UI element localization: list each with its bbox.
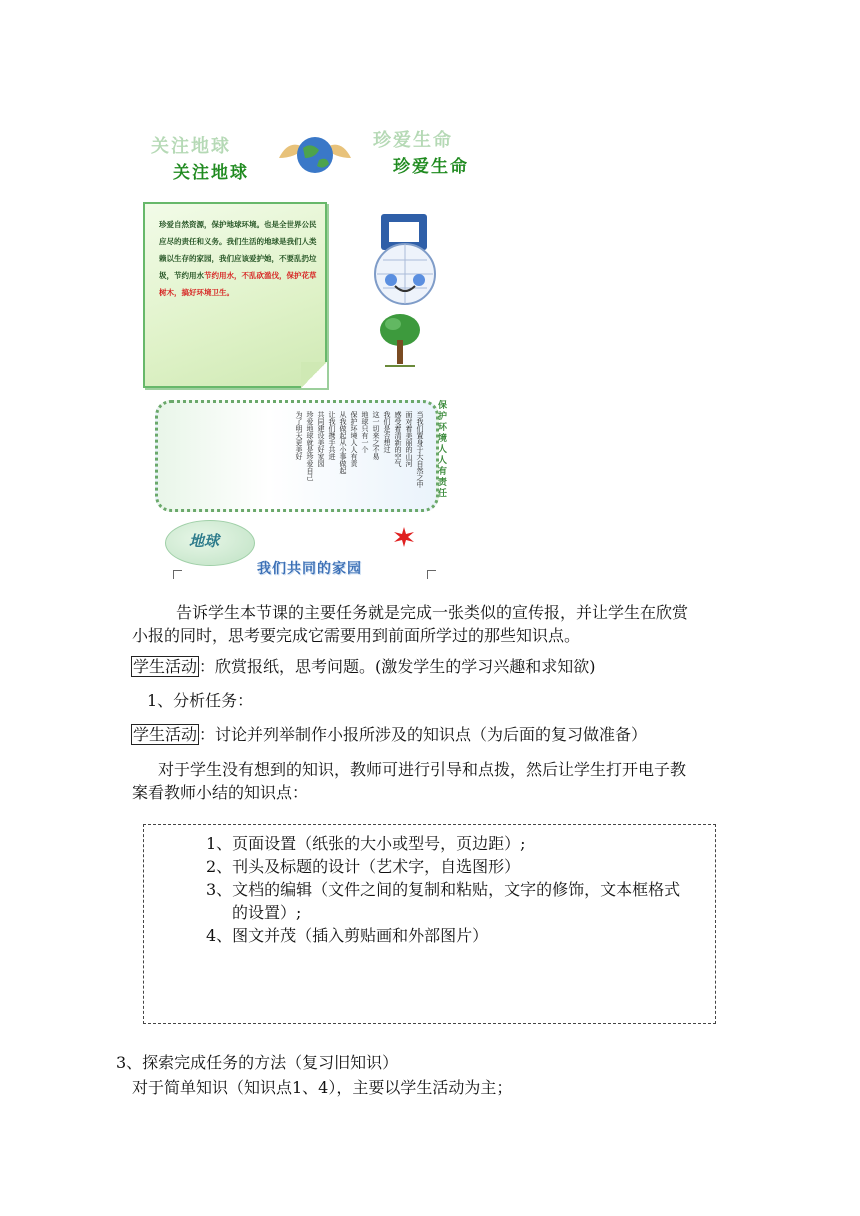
- poem-columns: [170, 411, 424, 501]
- tree-icon: [375, 310, 425, 370]
- poem-frame: [155, 400, 439, 512]
- corner-bracket-right: [427, 570, 436, 579]
- corner-bracket-left: [173, 570, 182, 579]
- side-vertical-text: 保护环境人人有责任: [436, 400, 446, 499]
- poem-column: 让我们携手共进: [328, 411, 336, 460]
- intro-line-2: 小报的同时，思考要完成它需要用到前面所学过的那些知识点。: [132, 626, 581, 645]
- smiling-globe-mascot-icon: [355, 210, 455, 310]
- header-title-right-faint: 珍爱生命: [373, 130, 453, 151]
- crescent-moon-icon: [431, 536, 451, 562]
- knowledge-point-continued: 的设置）;: [232, 903, 302, 922]
- intro-line-1: 告诉学生本节课的主要任务就是完成一张类似的宣传报，并让学生在欣赏: [176, 603, 689, 622]
- knowledge-point: 2、刊头及标题的设计（艺术字，自选图形）: [206, 857, 521, 876]
- step-1-heading: 1、分析任务：: [147, 691, 254, 710]
- activity-1-text: ：欣赏报纸，思考问题。(激发学生的学习兴趣和求知欲): [199, 657, 596, 676]
- poem-column: 共同建设美好家园: [317, 411, 325, 467]
- poem-column: 面对着美丽的山河: [405, 411, 413, 467]
- activity-label-box: 学生活动: [133, 657, 198, 676]
- poem-column: 当我们置身于大自然之中: [416, 411, 424, 488]
- bubble-text: 地球: [189, 532, 220, 550]
- header-title-left-faint: 关注地球: [151, 136, 231, 157]
- poem-column: 地球只有一个: [361, 411, 369, 453]
- guide-line-1: 对于学生没有想到的知识，教师可进行引导和点拨，然后让学生打开电子教: [158, 760, 687, 779]
- activity-label-box: 学生活动: [133, 725, 198, 744]
- activity-2-text: ：讨论并列举制作小报所涉及的知识点（为后面的复习做准备）: [199, 725, 648, 744]
- knowledge-point: 4、图文并茂（插入剪贴画和外部图片）: [206, 926, 489, 945]
- header-title-left: 关注地球: [173, 163, 249, 183]
- earth-globe-icon: [275, 128, 355, 180]
- header-title-right: 珍爱生命: [393, 157, 469, 177]
- student-activity-1: [131, 656, 596, 678]
- star-burst-icon: [393, 526, 415, 548]
- newspaper-illustration: [135, 120, 475, 590]
- page-fold-decoration: [301, 362, 327, 388]
- poem-column: 保护环境人人有责: [350, 411, 358, 467]
- guide-line-2: 案看教师小结的知识点：: [132, 783, 309, 802]
- knowledge-point: 1、页面设置（纸张的大小或型号，页边距）;: [206, 834, 526, 853]
- poem-column: 我们是否想过: [383, 411, 391, 453]
- poem-column: 从我做起从小事做起: [339, 411, 347, 474]
- student-activity-2: [131, 724, 647, 746]
- poem-column: 感受着清新的空气: [394, 411, 402, 467]
- note-card-text: 珍爱自然资源，保护地球环境。也是全世界公民应尽的责任和义务。我们生活的地球是我们人类赖以生存的家园，我们应该爱护她，不要乱扔垃圾，节约用水节约用水，不乱砍滥伐，保护花草树木，搞好环境卫生。: [159, 220, 317, 297]
- step-3-heading: 3、探索完成任务的方法（复习旧知识）: [116, 1053, 399, 1072]
- step-3-line: 对于简单知识（知识点1、4），主要以学生活动为主；: [132, 1078, 513, 1097]
- poem-column: 这一切来之不易: [372, 411, 380, 460]
- home-slogan: 我们共同的家园: [257, 561, 362, 577]
- knowledge-point: 3、文档的编辑（文件之间的复制和粘贴，文字的修饰，文本框格式: [206, 880, 681, 899]
- poem-column: 为了明天更美好: [295, 411, 303, 460]
- poem-column: 珍爱地球就是珍爱自己: [306, 411, 314, 481]
- note-card: [143, 202, 327, 388]
